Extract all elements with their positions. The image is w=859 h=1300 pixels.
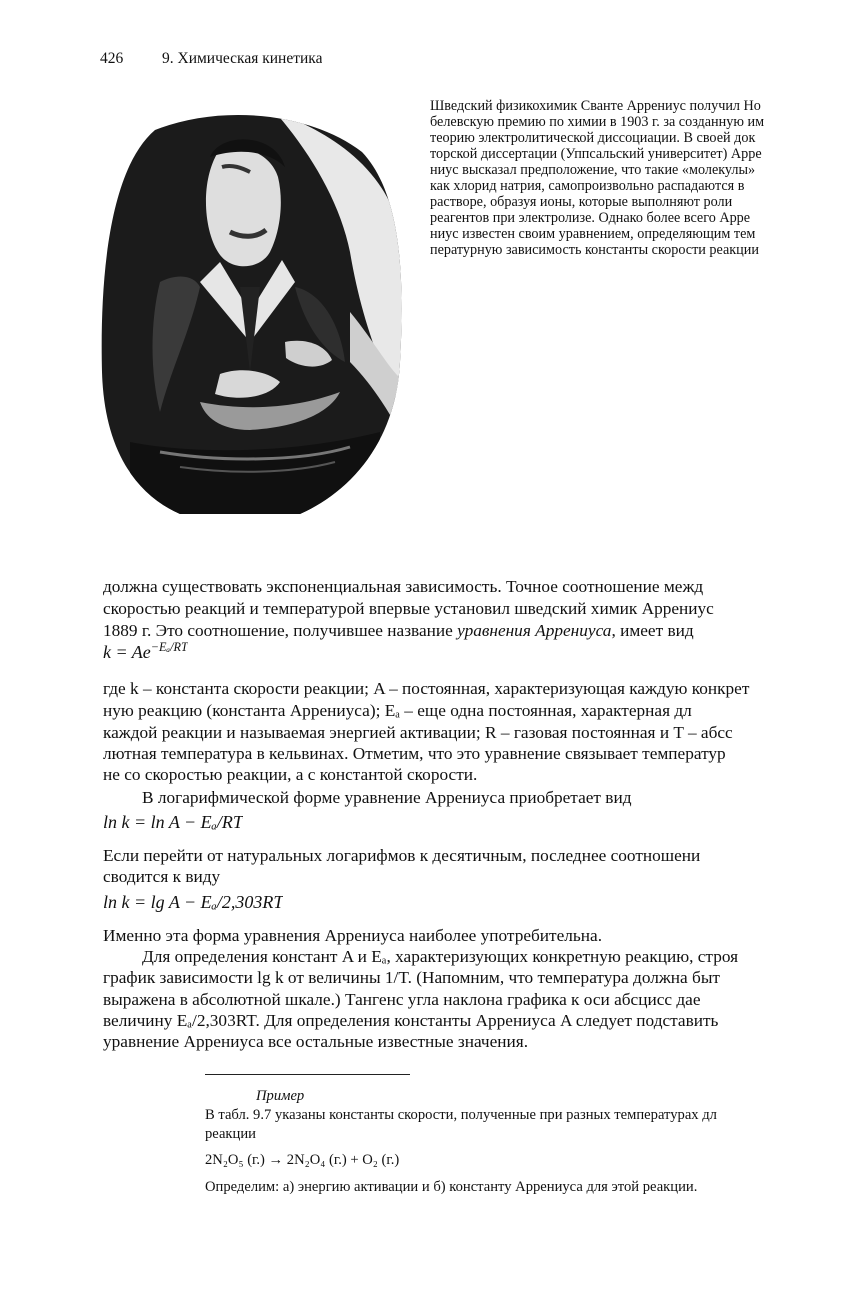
body-line: график зависимости lg k от величины 1/T. (Напомним, что температура должна быт	[103, 968, 720, 987]
body-line: где k – константа скорости реакции; A – постоянная, характеризующая каждую конкрет	[103, 679, 750, 698]
term-arrhenius-equation: уравнения Аррениуса	[457, 621, 612, 640]
example-line: В табл. 9.7 указаны константы скорости, полученные при разных температурах дл	[205, 1107, 717, 1123]
body-line: Именно эта форма уравнения Аррениуса наиболее употребительна.	[103, 926, 603, 945]
caption-line: как хлорид натрия, самопроизвольно распадаются в	[430, 178, 745, 194]
body-line: уравнение Аррениуса все остальные известные значения.	[103, 1032, 529, 1051]
body-line: скоростью реакций и температурой впервые установил шведский химик Аррениус	[103, 599, 714, 618]
caption-line: реагентов при электролизе. Однако более всего Арре	[430, 210, 751, 226]
body-line: должна существовать экспоненциальная зависимость. Точное соотношение межд	[103, 577, 704, 596]
caption-line: белевскую премию по химии в 1903 г. за созданную им	[430, 114, 765, 130]
chapter-title: 9. Химическая кинетика	[162, 50, 323, 67]
arrhenius-portrait	[100, 112, 405, 514]
body-line: сводится к виду	[103, 867, 221, 886]
caption-line: ниус высказал предположение, что такие «молекулы»	[430, 162, 756, 178]
page-number: 426	[100, 50, 124, 67]
body-line: Для определения констант A и Eₐ, характеризующих конкретную реакцию, строя	[142, 947, 739, 966]
text-run: 1889 г. Это соотношение, получившее название	[103, 621, 453, 640]
body-line: В логарифмической форме уравнение Аррениуса приобретает вид	[142, 788, 632, 807]
example-reaction: 2N₂O₅ (г.) → 2N₂O₄ (г.) + O₂ (г.)	[205, 1152, 400, 1168]
body-line	[103, 620, 859, 641]
body-line: каждой реакции и называемая энергией активации; R – газовая постоянная и T – абсс	[103, 723, 733, 742]
body-line: не со скоростью реакции, а с константой скорости.	[103, 765, 478, 784]
body-line: величину Eₐ/2,303RT. Для определения константы Аррениуса A следует подставить	[103, 1011, 719, 1030]
text-run: , имеет вид	[611, 621, 694, 640]
caption-line: теорию электролитической диссоциации. В своей док	[430, 130, 756, 146]
caption-line: растворе, образуя ионы, которые выполняют роли	[430, 194, 733, 210]
body-line: выражена в абсолютной шкале.) Тангенс угла наклона графика к оси абсцисс дае	[103, 990, 701, 1009]
equation-base: k = Ae	[103, 642, 151, 662]
example-title: Пример	[256, 1088, 305, 1104]
body-line: лютная температура в кельвинах. Отметим, что это уравнение связывает температур	[103, 744, 726, 763]
example-task: Определим: а) энергию активации и б) константу Аррениуса для этой реакции.	[205, 1179, 698, 1195]
caption-line: торской диссертации (Уппсальский университет) Арре	[430, 146, 762, 162]
equation-arrhenius	[103, 640, 188, 663]
caption-line: ниус известен своим уравнением, определяющим тем	[430, 226, 756, 242]
body-line: ную реакцию (константа Аррениуса); Eₐ – еще одна постоянная, характерная дл	[103, 701, 692, 720]
caption-line: Шведский физикохимик Сванте Аррениус получил Но	[430, 98, 761, 114]
equation-log-natural: ln k = ln A − Eₐ/RT	[103, 812, 243, 832]
example-line: реакции	[205, 1126, 256, 1142]
body-line: Если перейти от натуральных логарифмов к десятичным, последнее соотношени	[103, 846, 701, 865]
portrait-image	[100, 112, 405, 514]
section-divider	[205, 1074, 410, 1075]
caption-line: пературную зависимость константы скорости реакции	[430, 242, 759, 258]
equation-exponent: −Eₐ/RT	[150, 640, 188, 654]
equation-log-decimal: ln k = lg A − Eₐ/2,303RT	[103, 892, 284, 912]
